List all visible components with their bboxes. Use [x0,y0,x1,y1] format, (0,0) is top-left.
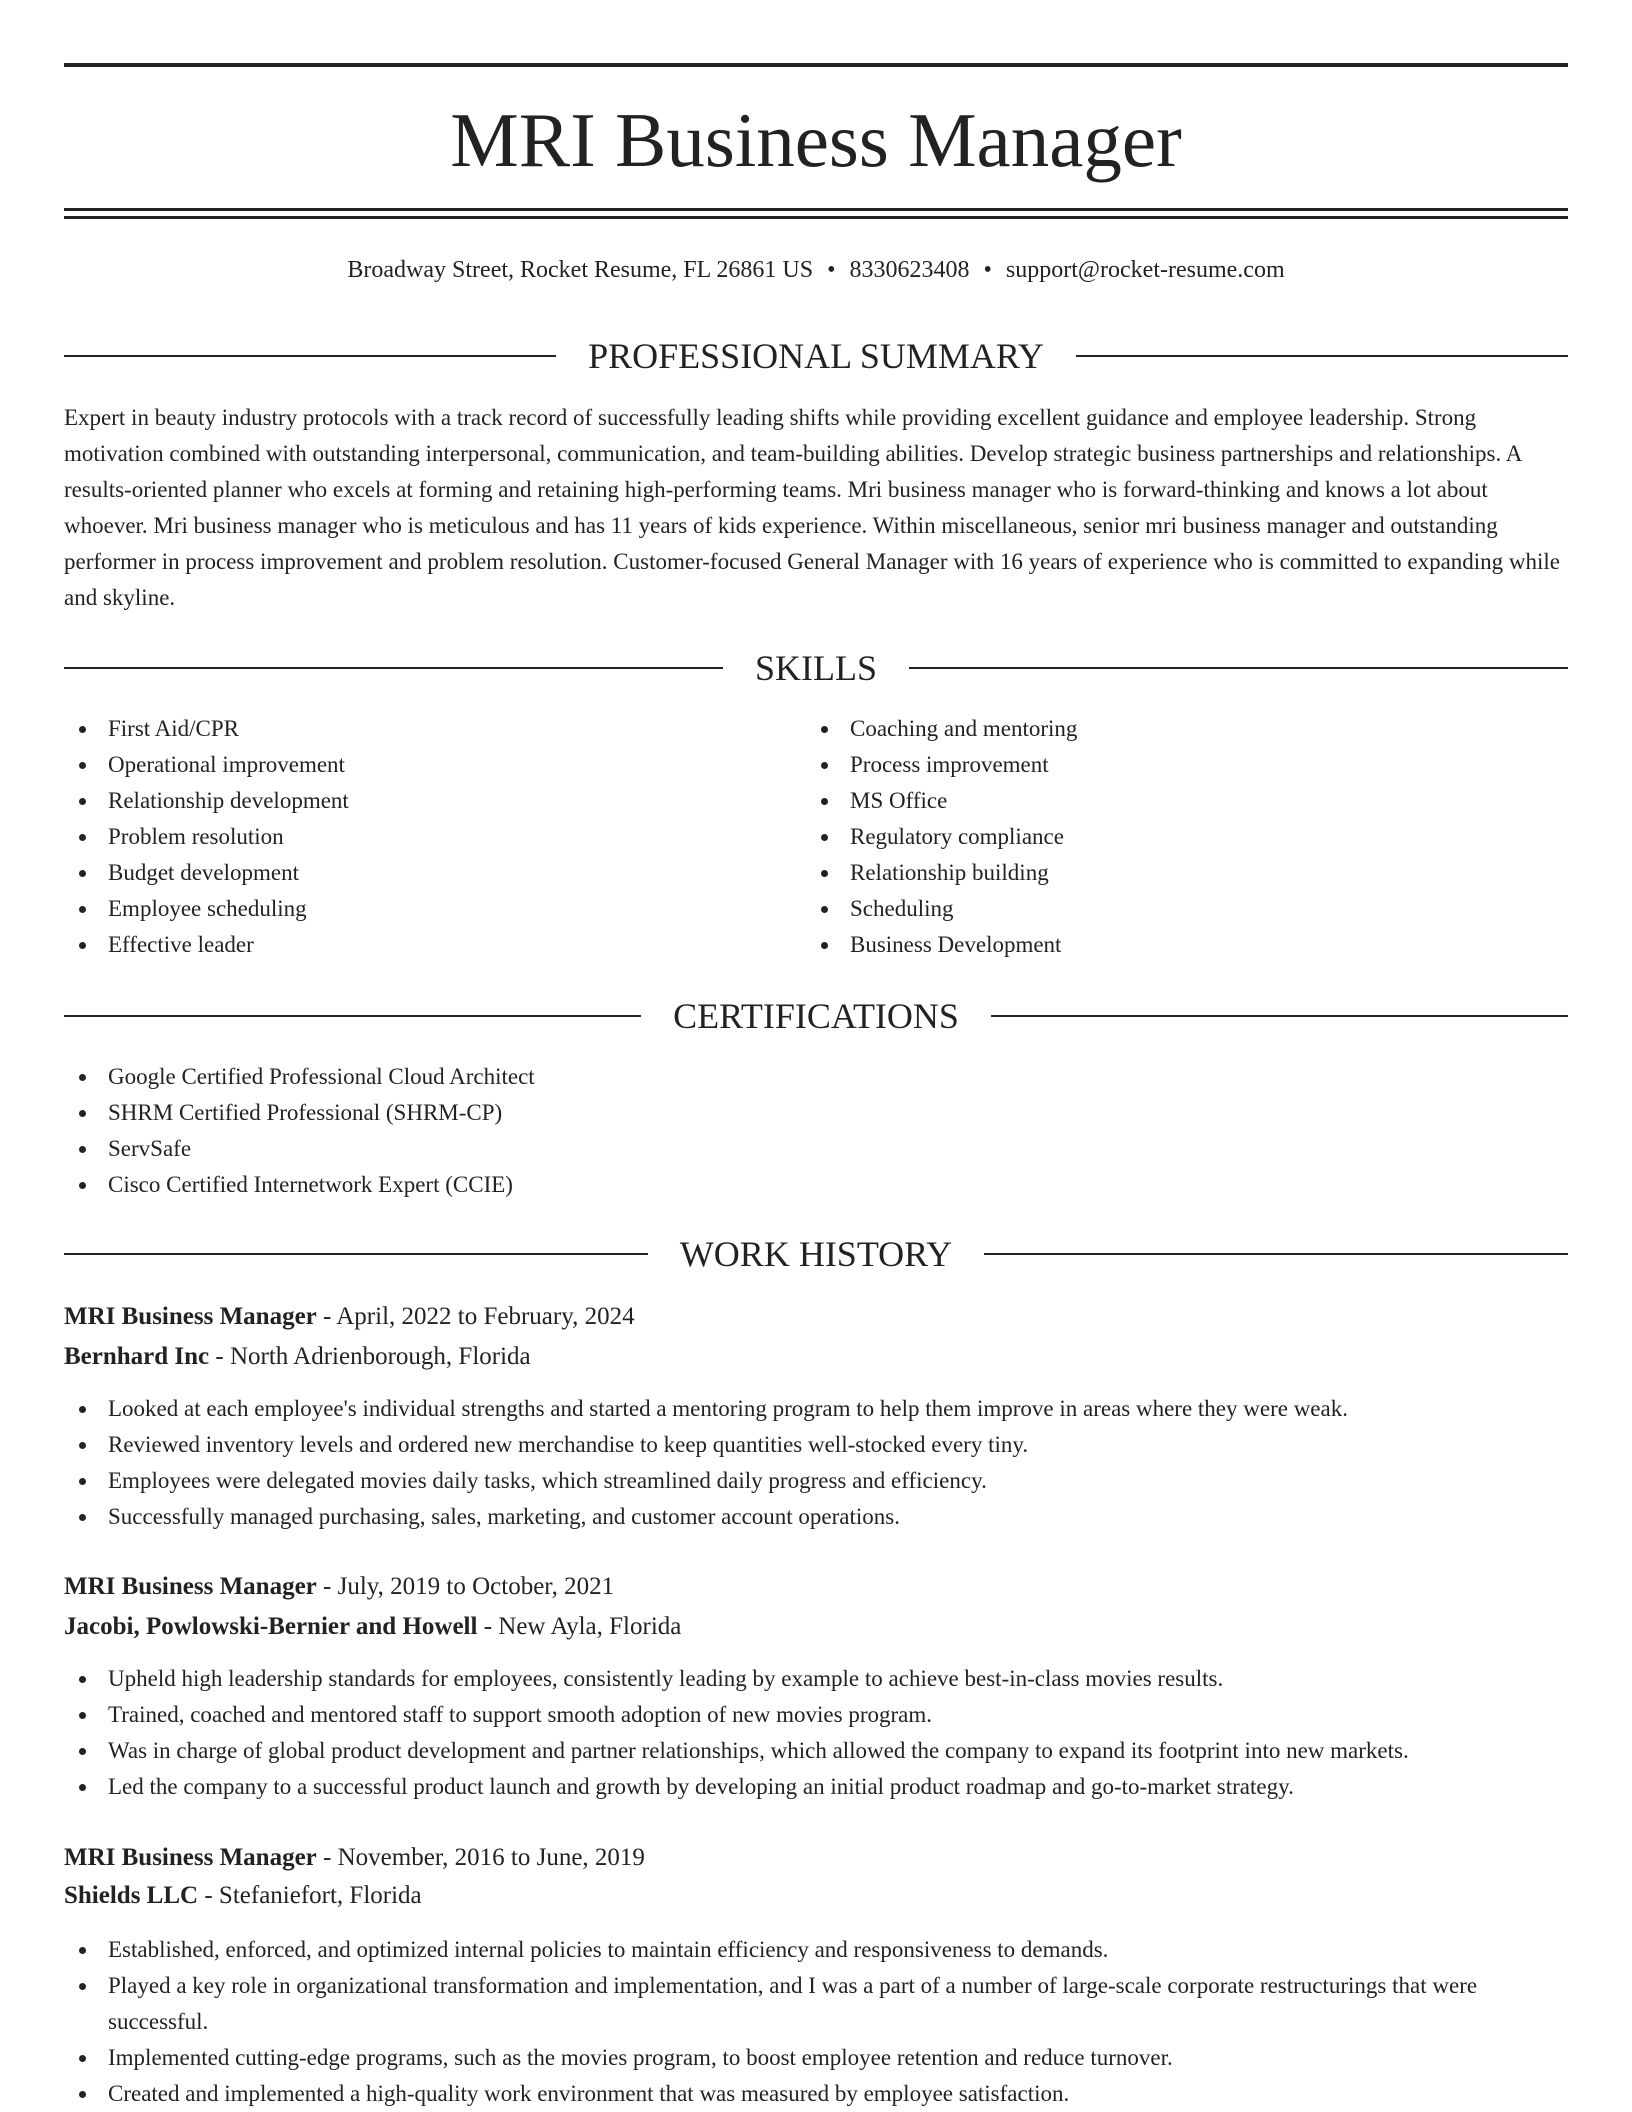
skill-item: Employee scheduling [64,891,804,927]
job-title-line [64,1840,1568,1876]
certification-item: SHRM Certified Professional (SHRM-CP) [64,1095,1568,1131]
job-title: MRI Business Manager [64,1844,317,1871]
job-bullet: Played a key role in organizational transformation and implementation, and I was a part of a number of large-scale corporate restructurings that were successful. [64,1968,1568,2040]
job-dates: - July, 2019 to October, 2021 [316,1573,615,1600]
skill-item: Operational improvement [64,747,804,783]
job-bullet: Established, enforced, and optimized internal policies to maintain efficiency and responsiveness to demands. [64,1932,1568,1968]
job-location: - North Adrienborough, Florida [209,1343,531,1370]
skill-item: Budget development [64,855,804,891]
job-dates: - April, 2022 to February, 2024 [316,1303,635,1330]
job-bullet: Led the company to a successful product launch and growth by developing an initial product roadmap and go-to-market strategy. [64,1769,1568,1805]
skills-list-left [64,711,804,963]
job-company: Jacobi, Powlowski-Bernier and Howell [64,1613,478,1640]
section-title: WORK HISTORY [679,1234,953,1274]
certifications-list [64,1059,1568,1203]
contact-email: support@rocket-resume.com [1005,257,1285,283]
skill-item: Problem resolution [64,819,804,855]
section-rule [909,667,1568,669]
job-bullet: Trained, coached and mentored staff to support smooth adoption of new movies program. [64,1697,1568,1733]
job-title: MRI Business Manager [64,1573,317,1600]
job-title: MRI Business Manager [64,1303,317,1330]
summary-text: Expert in beauty industry protocols with a track record of successfully leading shifts while providing excellent guidance and employee leadership. Strong motivation combined with outstanding interpersonal, communication, and team-building abilities. Develop strategic business partnerships and relationships. A results-oriented planner who excels at forming and retaining high-performing teams. Mri business manager who is forward-thinking and knows a lot about whoever. Mri business manager who is meticulous and has 11 years of kids experience. Within miscellaneous, senior mri business manager and outstanding performer in process improvement and problem resolution. Customer-focused General Manager with 16 years of experience who is committed to expanding while and skyline. [64,405,1561,610]
skills-list-right [806,711,1546,963]
job-bullet: Created and implemented a high-quality work environment that was measured by employee satisfaction. [64,2076,1568,2112]
job-company-line [64,1878,1568,1914]
job-bullet: Reviewed inventory levels and ordered new merchandise to keep quantities well-stocked every tiny. [64,1427,1568,1463]
job-bullets [64,1391,1568,1535]
skill-item: Scheduling [806,891,1546,927]
section-heading-summary [64,334,1568,378]
job-location: - Stefaniefort, Florida [198,1882,422,1909]
job-bullets [64,1661,1568,1805]
header-top-rule [64,63,1568,67]
job-bullet: Employees were delegated movies daily tasks, which streamlined daily progress and efficiency. [64,1463,1568,1499]
section-rule [991,1015,1568,1017]
section-title: CERTIFICATIONS [673,996,959,1036]
skill-item: Coaching and mentoring [806,711,1546,747]
job-dates: - November, 2016 to June, 2019 [316,1844,645,1871]
header-double-rule-upper [64,208,1568,211]
job-bullet: Upheld high leadership standards for employees, consistently leading by example to achieve best-in-class movies results. [64,1661,1568,1697]
job-company-line [64,1609,1568,1645]
contact-line [64,254,1568,286]
job-bullet: Implemented cutting-edge programs, such as the movies program, to boost employee retention and reduce turnover. [64,2040,1568,2076]
skill-item: Process improvement [806,747,1546,783]
section-title: SKILLS [755,648,878,688]
skill-item: Relationship development [64,783,804,819]
section-heading-work-history [64,1232,1568,1276]
section-heading-skills [64,646,1568,690]
job-bullets [64,1932,1568,2112]
section-rule [984,1253,1568,1255]
resume-name: MRI Business Manager [450,97,1182,183]
job-company: Bernhard Inc [64,1343,210,1370]
job-company: Shields LLC [64,1882,199,1909]
skill-item: Relationship building [806,855,1546,891]
job-title-line [64,1569,1568,1605]
job-location: - New Ayla, Florida [477,1613,682,1640]
certification-item: ServSafe [64,1131,1568,1167]
skill-item: Business Development [806,927,1546,963]
certification-item: Google Certified Professional Cloud Architect [64,1059,1568,1095]
job-bullet: Was in charge of global product development and partner relationships, which allowed the company to expand its footprint into new markets. [64,1733,1568,1769]
contact-phone: 8330623408 [849,257,970,283]
section-rule [1076,355,1568,357]
section-rule [64,1253,648,1255]
skill-item: MS Office [806,783,1546,819]
skill-item: Regulatory compliance [806,819,1546,855]
section-title: PROFESSIONAL SUMMARY [588,336,1044,376]
job-title-line [64,1299,1568,1335]
section-rule [64,355,556,357]
contact-separator: • [827,257,836,283]
job-bullet: Successfully managed purchasing, sales, marketing, and customer account operations. [64,1499,1568,1535]
job-company-line [64,1339,1568,1375]
contact-address: Broadway Street, Rocket Resume, FL 26861 US [347,257,814,283]
job-bullet: Looked at each employee's individual strengths and started a mentoring program to help them improve in areas where they were weak. [64,1391,1568,1427]
skill-item: First Aid/CPR [64,711,804,747]
section-rule [64,1015,641,1017]
skill-item: Effective leader [64,927,804,963]
certification-item: Cisco Certified Internetwork Expert (CCIE) [64,1167,1568,1203]
section-heading-certifications [64,994,1568,1038]
header-double-rule-lower [64,216,1568,219]
contact-separator: • [983,257,992,283]
section-rule [64,667,723,669]
